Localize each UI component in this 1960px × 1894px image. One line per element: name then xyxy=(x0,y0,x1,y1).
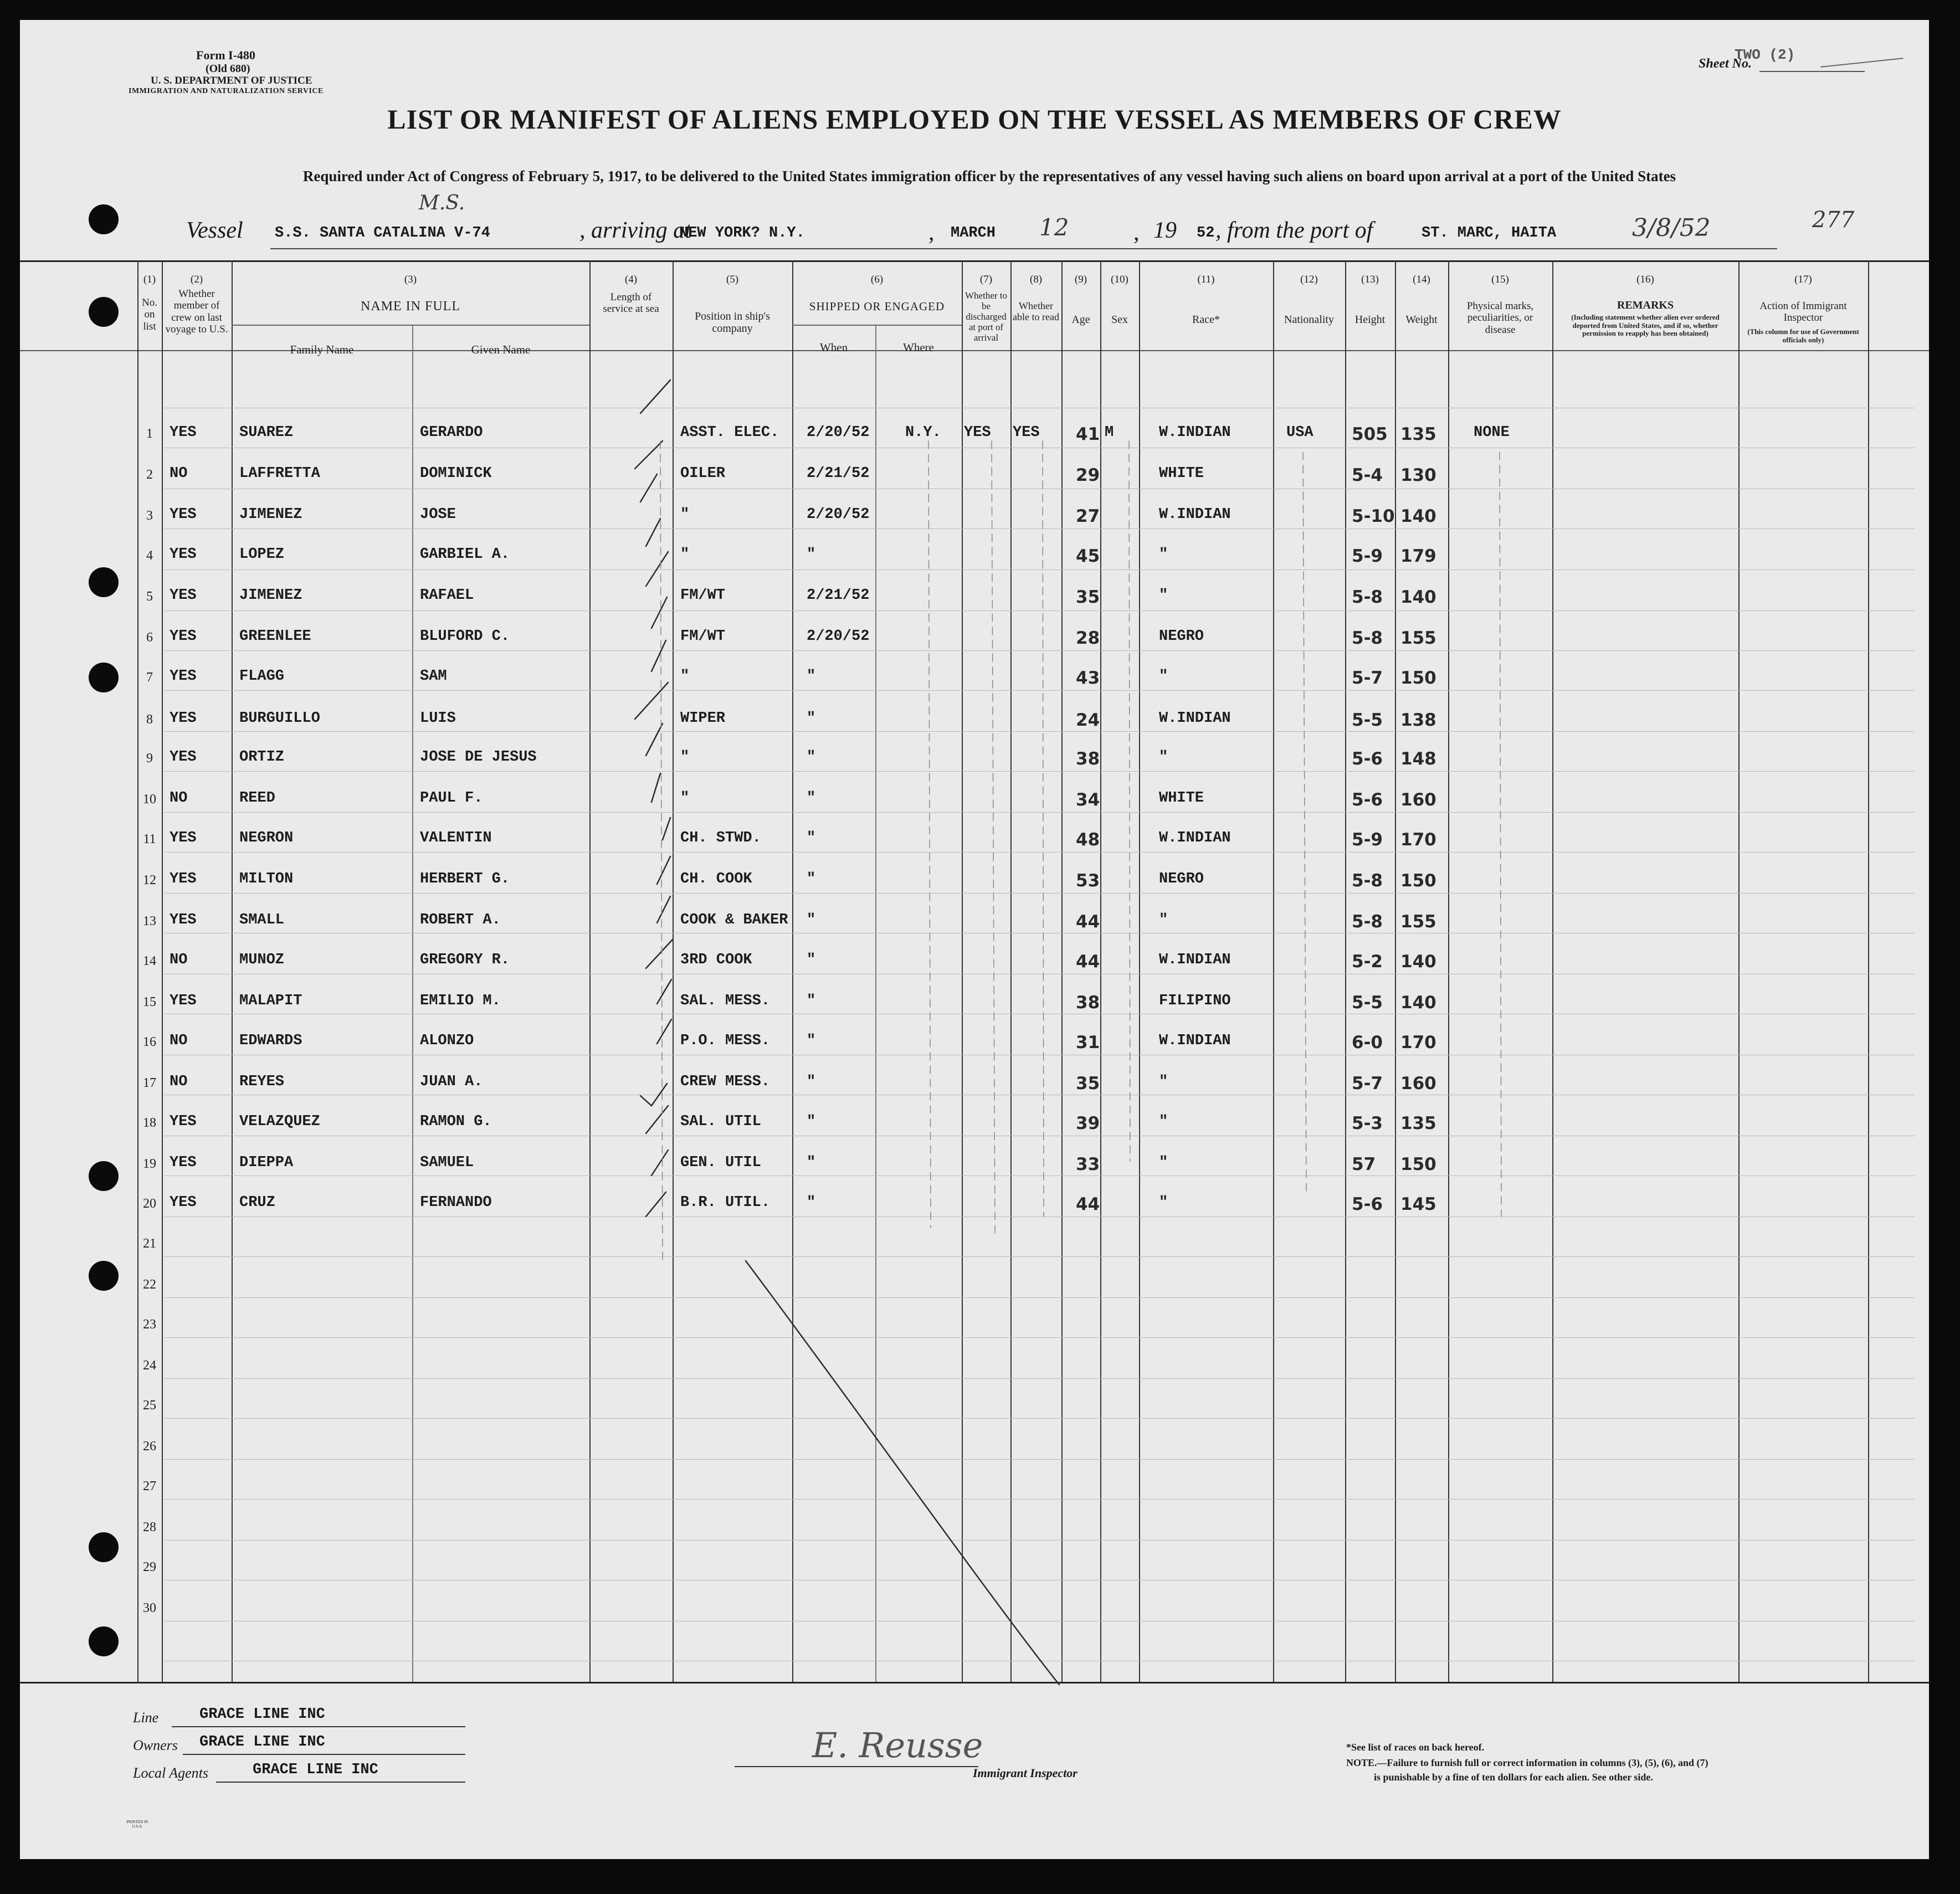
cell-family: GREENLEE xyxy=(239,628,311,645)
cell-when: " xyxy=(807,912,816,928)
cell-weight: 135 xyxy=(1400,1113,1436,1133)
cell-weight: 155 xyxy=(1400,912,1436,932)
cell-no: 12 xyxy=(143,873,156,887)
col-3-number: (3) xyxy=(404,274,417,285)
cell-given: EMILIO M. xyxy=(420,993,501,1009)
cell-prev: YES xyxy=(170,749,197,766)
col-9-number: (9) xyxy=(1074,274,1087,285)
cell-prev: YES xyxy=(170,424,197,441)
cell-given: SAM xyxy=(420,668,447,685)
cell-weight: 179 xyxy=(1400,546,1436,566)
vessel-label: Vessel xyxy=(186,218,243,243)
cell-family: VELAZQUEZ xyxy=(239,1113,320,1130)
handwritten-number: 277 xyxy=(1812,207,1855,233)
cell-family: REYES xyxy=(239,1074,285,1090)
sheet-value: TWO (2) xyxy=(1735,47,1795,63)
cell-height: 5-9 xyxy=(1352,546,1383,566)
cell-weight: 140 xyxy=(1400,993,1436,1013)
cell-weight: 145 xyxy=(1400,1194,1436,1214)
col-5-number: (5) xyxy=(726,274,739,285)
cell-prev: YES xyxy=(170,506,197,523)
cell-race: " xyxy=(1159,587,1168,604)
row-number: 21 xyxy=(143,1236,156,1251)
cell-given: FERNANDO xyxy=(420,1194,492,1211)
cell-prev: YES xyxy=(170,546,197,563)
cell-family: DIEPPA xyxy=(239,1154,294,1171)
cell-given: GARBIEL A. xyxy=(420,546,510,563)
cell-when: " xyxy=(807,710,816,727)
cell-family: LAFFRETTA xyxy=(239,465,320,482)
col-6-number: (6) xyxy=(870,274,884,285)
col-9-label: Age xyxy=(1071,314,1090,326)
col-8-label: Whether able to read xyxy=(1013,300,1059,323)
col-16-sub: (Including statement whether alien ever ordered deported from United States, and if so, whether permission to reapply has been obtained) xyxy=(1571,313,1720,338)
col-7-number: (7) xyxy=(979,274,993,285)
cell-no: 20 xyxy=(143,1197,156,1211)
cell-family: FLAGG xyxy=(239,668,285,685)
cell-position: ASST. ELEC. xyxy=(680,424,779,441)
cell-race: W.INDIAN xyxy=(1159,424,1231,441)
cell-family: BURGUILLO xyxy=(239,710,320,727)
cell-given: LUIS xyxy=(420,710,456,727)
cell-when: " xyxy=(807,993,816,1009)
cell-height: 5-4 xyxy=(1352,465,1383,485)
cell-no: 6 xyxy=(146,630,153,645)
cell-race: W.INDIAN xyxy=(1159,830,1231,846)
row-number: 23 xyxy=(143,1317,156,1332)
arrival-month: MARCH xyxy=(951,225,996,242)
cell-given: JOSE xyxy=(420,506,456,523)
col-10-number: (10) xyxy=(1111,274,1128,285)
cell-height: 57 xyxy=(1352,1154,1376,1174)
cell-prev: YES xyxy=(170,587,197,604)
cell-race: NEGRO xyxy=(1159,871,1204,887)
cell-prev: YES xyxy=(170,1113,197,1130)
cell-no: 15 xyxy=(143,995,156,1009)
cell-when: " xyxy=(807,1033,816,1049)
cell-family: REED xyxy=(239,790,275,807)
cell-weight: 140 xyxy=(1400,952,1436,972)
cell-position: " xyxy=(680,749,690,766)
cell-when: " xyxy=(807,871,816,887)
note-failure: NOTE.—Failure to furnish full or correct information in columns (3), (5), (6), and (7) xyxy=(1346,1757,1708,1768)
cell-family: MALAPIT xyxy=(239,993,302,1009)
cell-family: MUNOZ xyxy=(239,952,285,968)
cell-no: 11 xyxy=(143,832,156,846)
cell-age: 31 xyxy=(1076,1033,1100,1053)
handwritten-date: 3/8/52 xyxy=(1632,214,1711,242)
when-header: When xyxy=(819,341,848,354)
cell-height: 505 xyxy=(1352,424,1388,444)
cell-no: 1 xyxy=(146,427,153,441)
row-number: 29 xyxy=(143,1560,156,1574)
col-11-label: Race* xyxy=(1192,314,1220,326)
cell-when: " xyxy=(807,790,816,807)
col-1-number: (1) xyxy=(143,274,156,285)
service-name: IMMIGRATION AND NATURALIZATION SERVICE xyxy=(129,87,324,95)
cell-no: 7 xyxy=(146,670,153,685)
col-14-label: Weight xyxy=(1405,314,1438,326)
cell-weight: 170 xyxy=(1400,830,1436,850)
cell-race: W.INDIAN xyxy=(1159,1033,1231,1049)
cell-given: HERBERT G. xyxy=(420,871,510,887)
cell-race: FILIPINO xyxy=(1159,993,1231,1009)
cell-height: 5-3 xyxy=(1352,1113,1383,1133)
cell-prev: NO xyxy=(170,952,188,968)
cell-prev: YES xyxy=(170,1154,197,1171)
cell-age: 27 xyxy=(1076,506,1100,526)
cell-age: 24 xyxy=(1076,710,1100,730)
col-7-label: Whether to be discharged at port of arrival xyxy=(965,290,1007,343)
cell-height: 5-10 xyxy=(1352,506,1395,526)
cell-position: SAL. UTIL xyxy=(680,1113,761,1130)
cell-height: 5-8 xyxy=(1352,628,1383,648)
cell-height: 5-7 xyxy=(1352,668,1383,688)
cell-given: PAUL F. xyxy=(420,790,483,807)
vessel-name: S.S. SANTA CATALINA V-74 xyxy=(275,225,490,242)
inspector-signature: E. Reusse xyxy=(812,1725,983,1765)
col-15-number: (15) xyxy=(1491,274,1509,285)
line-value: GRACE LINE INC xyxy=(199,1706,325,1723)
cell-height: 5-8 xyxy=(1352,912,1383,932)
cell-position: " xyxy=(680,668,690,685)
cell-when: " xyxy=(807,830,816,846)
cell-age: 38 xyxy=(1076,993,1100,1013)
cell-prev: YES xyxy=(170,871,197,887)
row-number: 24 xyxy=(143,1358,156,1373)
cell-age: 44 xyxy=(1076,912,1100,932)
cell-when: 2/20/52 xyxy=(807,628,870,645)
cell-no: 5 xyxy=(146,589,153,604)
cell-when: 2/21/52 xyxy=(807,587,870,604)
arriving-label: , arriving at xyxy=(579,218,691,243)
cell-when: " xyxy=(807,668,816,685)
cell-read: YES xyxy=(1013,424,1040,441)
cell-family: SUAREZ xyxy=(239,424,294,441)
cell-position: WIPER xyxy=(680,710,726,727)
comma: , xyxy=(928,220,935,245)
owners-value: GRACE LINE INC xyxy=(199,1734,325,1751)
cell-race: NEGRO xyxy=(1159,628,1204,645)
cell-race: W.INDIAN xyxy=(1159,506,1231,523)
cell-sex: M xyxy=(1105,424,1114,441)
cell-prev: NO xyxy=(170,1033,188,1049)
cell-weight: 140 xyxy=(1400,587,1436,607)
col-4-number: (4) xyxy=(624,274,638,285)
cell-height: 5-5 xyxy=(1352,993,1383,1013)
cell-age: 35 xyxy=(1076,587,1100,607)
cell-race: " xyxy=(1159,912,1168,928)
cell-when: 2/20/52 xyxy=(807,424,870,441)
cell-prev: YES xyxy=(170,668,197,685)
cell-marks: NONE xyxy=(1474,424,1510,441)
cell-race: " xyxy=(1159,1074,1168,1090)
cell-position: COOK & BAKER xyxy=(680,912,788,928)
row-number: 30 xyxy=(143,1601,156,1615)
sheet-label: Sheet No. xyxy=(1699,57,1752,71)
cell-race: WHITE xyxy=(1159,465,1204,482)
cell-prev: NO xyxy=(170,465,188,482)
cell-given: BLUFORD C. xyxy=(420,628,510,645)
cell-weight: 155 xyxy=(1400,628,1436,648)
cell-height: 5-7 xyxy=(1352,1074,1383,1094)
col-11-number: (11) xyxy=(1197,274,1215,285)
cell-prev: NO xyxy=(170,790,188,807)
col-13-label: Height xyxy=(1354,314,1386,326)
cell-family: ORTIZ xyxy=(239,749,285,766)
cell-family: JIMENEZ xyxy=(239,587,302,604)
cell-no: 14 xyxy=(143,954,156,968)
col-15-label: Physical marks, peculiarities, or disease xyxy=(1466,300,1534,336)
cell-position: CREW MESS. xyxy=(680,1074,771,1090)
cell-family: EDWARDS xyxy=(239,1033,302,1049)
cell-weight: 150 xyxy=(1400,668,1436,688)
col-14-number: (14) xyxy=(1413,274,1430,285)
family-name-header: Family Name xyxy=(290,343,354,356)
cell-position: CH. STWD. xyxy=(680,830,761,846)
cell-age: 41 xyxy=(1076,424,1100,444)
cell-prev: YES xyxy=(170,1194,197,1211)
cell-given: JUAN A. xyxy=(420,1074,483,1090)
col-17-sub: (This column for use of Government officials only) xyxy=(1747,327,1859,344)
cell-no: 16 xyxy=(143,1035,156,1049)
cell-no: 3 xyxy=(146,509,153,523)
cell-family: NEGRON xyxy=(239,830,294,846)
col-12-number: (12) xyxy=(1300,274,1318,285)
form-old-number: (Old 680) xyxy=(206,63,250,75)
cell-race: " xyxy=(1159,1154,1168,1171)
cell-prev: YES xyxy=(170,710,197,727)
cell-given: RAFAEL xyxy=(420,587,474,604)
cell-given: GERARDO xyxy=(420,424,483,441)
cell-position: FM/WT xyxy=(680,587,726,604)
cell-family: JIMENEZ xyxy=(239,506,302,523)
cell-when: " xyxy=(807,1074,816,1090)
col-16-number: (16) xyxy=(1636,274,1654,285)
row-number: 27 xyxy=(143,1479,156,1493)
cell-prev: YES xyxy=(170,912,197,928)
cell-race: " xyxy=(1159,1113,1168,1130)
cell-weight: 150 xyxy=(1400,871,1436,891)
where-header: Where xyxy=(903,341,934,354)
cell-when: 2/21/52 xyxy=(807,465,870,482)
row-number: 28 xyxy=(143,1520,156,1534)
arrival-port: NEW YORK? N.Y. xyxy=(679,225,805,242)
cell-height: 6-0 xyxy=(1352,1033,1383,1053)
cell-when: " xyxy=(807,546,816,563)
cell-given: JOSE DE JESUS xyxy=(420,749,537,766)
cell-family: MILTON xyxy=(239,871,294,887)
cell-weight: 170 xyxy=(1400,1033,1436,1053)
cell-height: 5-9 xyxy=(1352,830,1383,850)
cell-no: 9 xyxy=(146,751,153,766)
cell-nationality: USA xyxy=(1286,424,1313,441)
cell-family: CRUZ xyxy=(239,1194,275,1211)
cell-position: CH. COOK xyxy=(680,871,752,887)
inspector-label: Immigrant Inspector xyxy=(973,1766,1078,1780)
cell-when: " xyxy=(807,1194,816,1211)
cell-age: 44 xyxy=(1076,952,1100,972)
col-4-label: Length of service at sea xyxy=(603,291,659,315)
cell-weight: 160 xyxy=(1400,790,1436,810)
department-name: U. S. DEPARTMENT OF JUSTICE xyxy=(151,75,312,86)
col-2-label: Whether member of crew on last voyage to U.S. xyxy=(165,288,228,335)
cell-position: " xyxy=(680,546,690,563)
cell-race: " xyxy=(1159,546,1168,563)
year-prefix: 19 xyxy=(1153,218,1177,243)
row-number: 22 xyxy=(143,1277,156,1292)
cell-age: 33 xyxy=(1076,1154,1100,1174)
departure-port: ST. MARC, HAITA xyxy=(1422,225,1557,242)
manifest-page xyxy=(20,20,1929,1859)
cell-age: 44 xyxy=(1076,1194,1100,1214)
note-races: *See list of races on back hereof. xyxy=(1346,1742,1485,1753)
cell-age: 38 xyxy=(1076,749,1100,769)
cell-given: DOMINICK xyxy=(420,465,492,482)
cell-age: 53 xyxy=(1076,871,1100,891)
cell-position: " xyxy=(680,506,690,523)
cell-weight: 140 xyxy=(1400,506,1436,526)
cell-height: 5-6 xyxy=(1352,749,1383,769)
cell-age: 43 xyxy=(1076,668,1100,688)
cell-when: " xyxy=(807,1154,816,1171)
col-1-label: No. on list xyxy=(142,297,157,332)
cell-when: " xyxy=(807,749,816,766)
cell-height: 5-5 xyxy=(1352,710,1383,730)
cell-no: 17 xyxy=(143,1076,156,1090)
page-subtitle: Required under Act of Congress of February 5, 1917, to be delivered to the United States immigration officer by the representatives of any vessel having such aliens on board upon arrival at a port of the United States xyxy=(302,168,1676,184)
form-number: Form I-480 xyxy=(196,48,255,62)
cell-no: 4 xyxy=(146,548,153,563)
diagonal-pen-line xyxy=(746,1261,1059,1685)
cell-no: 2 xyxy=(146,468,153,482)
cell-given: SAMUEL xyxy=(420,1154,474,1171)
cell-discharged: YES xyxy=(964,424,991,441)
cell-no: 10 xyxy=(143,792,156,807)
cell-position: B.R. UTIL. xyxy=(680,1194,771,1211)
cell-when: " xyxy=(807,1113,816,1130)
from-label: , from the port of xyxy=(1215,218,1373,243)
col-2-number: (2) xyxy=(190,274,203,285)
cell-weight: 160 xyxy=(1400,1074,1436,1094)
cell-height: 5-6 xyxy=(1352,1194,1383,1214)
cell-no: 18 xyxy=(143,1116,156,1130)
cell-age: 34 xyxy=(1076,790,1100,810)
col-10-label: Sex xyxy=(1111,314,1128,326)
cell-family: SMALL xyxy=(239,912,285,928)
line-label: Line xyxy=(133,1710,159,1726)
cell-weight: 138 xyxy=(1400,710,1436,730)
year-suffix: 52 xyxy=(1197,225,1215,242)
cell-prev: YES xyxy=(170,830,197,846)
cell-where: N.Y. xyxy=(905,424,941,441)
cell-weight: 130 xyxy=(1400,465,1436,485)
cell-no: 8 xyxy=(146,712,153,727)
comma: , xyxy=(1133,220,1140,245)
pen-marks xyxy=(20,20,1929,1859)
cell-height: 5-8 xyxy=(1352,871,1383,891)
col-8-number: (8) xyxy=(1029,274,1043,285)
cell-race: W.INDIAN xyxy=(1159,710,1231,727)
col-17-number: (17) xyxy=(1794,274,1812,285)
col-13-number: (13) xyxy=(1361,274,1379,285)
cell-age: 48 xyxy=(1076,830,1100,850)
cell-position: 3RD COOK xyxy=(680,952,752,968)
printed-mark: PRINTED IN U.S.A. xyxy=(126,1820,148,1829)
cell-height: 5-2 xyxy=(1352,952,1383,972)
cell-race: " xyxy=(1159,668,1168,685)
cell-position: SAL. MESS. xyxy=(680,993,771,1009)
cell-race: " xyxy=(1159,749,1168,766)
cell-given: ROBERT A. xyxy=(420,912,501,928)
cell-given: GREGORY R. xyxy=(420,952,510,968)
col-6-label: SHIPPED OR ENGAGED xyxy=(809,300,945,313)
arrival-day: 12 xyxy=(1039,214,1069,241)
col-17-label: Action of Immigrant Inspector xyxy=(1759,300,1847,324)
cell-weight: 150 xyxy=(1400,1154,1436,1174)
row-number: 25 xyxy=(143,1398,156,1413)
col-5-label: Position in ship's company xyxy=(695,310,770,335)
cell-age: 35 xyxy=(1076,1074,1100,1094)
cell-height: 5-8 xyxy=(1352,587,1383,607)
cell-given: VALENTIN xyxy=(420,830,492,846)
cell-age: 45 xyxy=(1076,546,1100,566)
agents-value: GRACE LINE INC xyxy=(253,1762,378,1778)
cell-position: " xyxy=(680,790,690,807)
col-12-label: Nationality xyxy=(1284,314,1334,326)
cell-age: 39 xyxy=(1076,1113,1100,1133)
cell-age: 29 xyxy=(1076,465,1100,485)
cell-prev: YES xyxy=(170,993,197,1009)
note-fine: is punishable by a fine of ten dollars for each alien. See other side. xyxy=(1374,1772,1653,1783)
cell-when: 2/20/52 xyxy=(807,506,870,523)
cell-height: 5-6 xyxy=(1352,790,1383,810)
cell-position: OILER xyxy=(680,465,726,482)
page-title: LIST OR MANIFEST OF ALIENS EMPLOYED ON THE VESSEL AS MEMBERS OF CREW xyxy=(387,104,1562,135)
cell-prev: NO xyxy=(170,1074,188,1090)
cell-no: 19 xyxy=(143,1157,156,1171)
cell-position: FM/WT xyxy=(680,628,726,645)
cell-given: RAMON G. xyxy=(420,1113,492,1130)
cell-family: LOPEZ xyxy=(239,546,285,563)
cell-no: 13 xyxy=(143,914,156,928)
row-number: 26 xyxy=(143,1439,156,1454)
cell-age: 28 xyxy=(1076,628,1100,648)
col-16-label: REMARKS xyxy=(1617,299,1674,311)
cell-race: " xyxy=(1159,1194,1168,1211)
cell-given: ALONZO xyxy=(420,1033,474,1049)
cell-weight: 148 xyxy=(1400,749,1436,769)
cell-when: " xyxy=(807,952,816,968)
vessel-annotation: M.S. xyxy=(419,192,465,214)
cell-race: WHITE xyxy=(1159,790,1204,807)
cell-weight: 135 xyxy=(1400,424,1436,444)
cell-position: GEN. UTIL xyxy=(680,1154,761,1171)
agents-label: Local Agents xyxy=(133,1765,209,1781)
given-name-header: Given Name xyxy=(471,343,531,356)
cell-prev: YES xyxy=(170,628,197,645)
owners-label: Owners xyxy=(133,1737,178,1753)
cell-position: P.O. MESS. xyxy=(680,1033,771,1049)
cell-race: W.INDIAN xyxy=(1159,952,1231,968)
col-3-label: NAME IN FULL xyxy=(361,299,460,314)
